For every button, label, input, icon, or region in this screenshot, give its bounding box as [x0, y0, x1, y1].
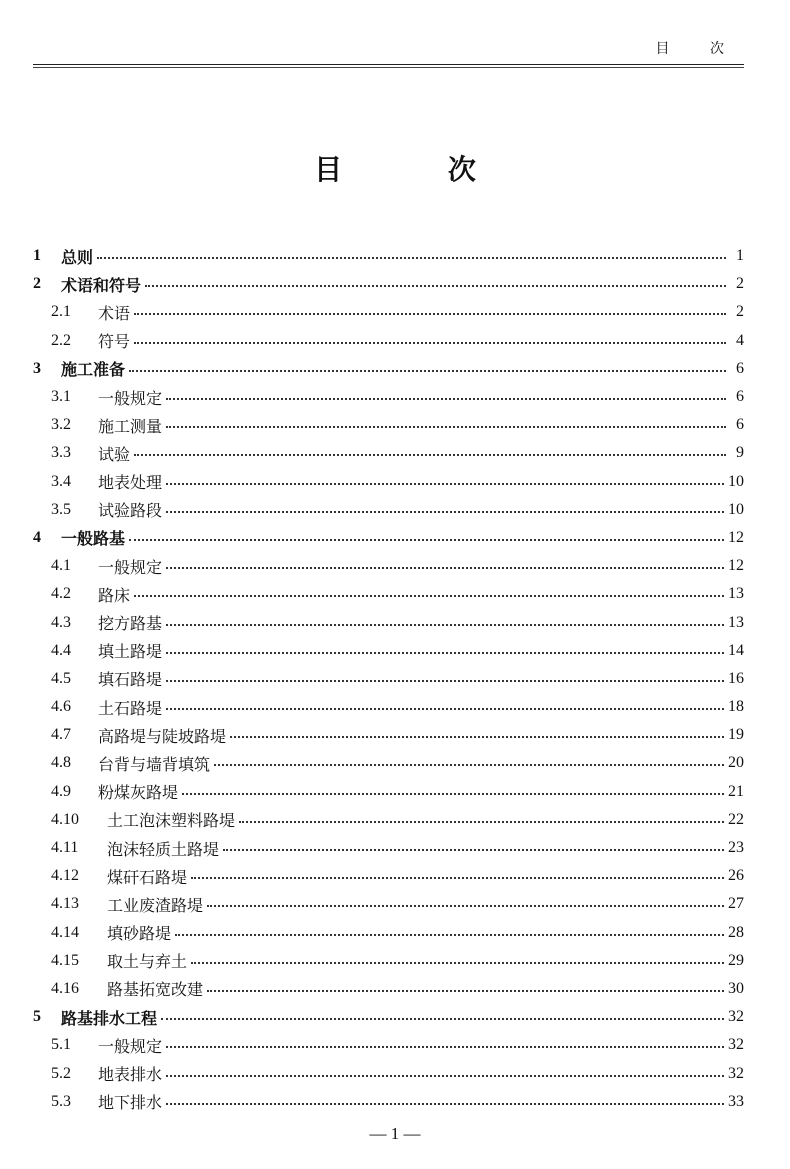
toc-label: 高路堤与陡坡路堤 — [98, 726, 227, 746]
toc-page-number: 27 — [728, 895, 744, 913]
toc-label: 试验 — [98, 444, 131, 464]
toc-section-row[interactable] — [33, 947, 744, 975]
toc-number: 2.2 — [51, 331, 71, 349]
toc-dot-leader — [166, 680, 724, 682]
toc-section-row[interactable] — [33, 919, 744, 947]
toc-page-number: 30 — [728, 979, 744, 997]
toc-page-number: 1 — [736, 247, 744, 265]
toc-label: 术语 — [98, 303, 131, 323]
toc-page-number: 32 — [728, 1008, 744, 1026]
toc-page-number: 12 — [728, 528, 744, 546]
toc-dot-leader — [223, 849, 724, 851]
toc-dot-leader — [166, 1075, 724, 1077]
toc-section-row[interactable] — [33, 411, 744, 439]
toc-section-row[interactable] — [33, 975, 744, 1003]
toc-number: 4.8 — [51, 754, 71, 772]
toc-page-number: 13 — [728, 613, 744, 631]
toc-label: 台背与墙背填筑 — [98, 754, 211, 774]
toc-page-number: 23 — [728, 839, 744, 857]
toc-page-number: 18 — [728, 698, 744, 716]
page-number: — 1 — — [369, 1124, 421, 1143]
toc-page-number: 29 — [728, 951, 744, 969]
toc-section-row[interactable] — [33, 637, 744, 665]
toc-dot-leader — [191, 877, 724, 879]
page-title: 目 次 — [314, 153, 524, 186]
toc-dot-leader — [191, 962, 724, 964]
toc-dot-leader — [134, 342, 726, 344]
toc-dot-leader — [166, 567, 724, 569]
toc-number: 4.11 — [51, 839, 79, 857]
toc-page-number: 9 — [736, 444, 744, 462]
toc-section-row[interactable] — [33, 862, 744, 890]
toc-section-row[interactable] — [33, 1059, 744, 1087]
toc-page-number: 21 — [728, 782, 744, 800]
toc-label: 挖方路基 — [98, 614, 163, 634]
toc-number: 5.2 — [51, 1064, 71, 1082]
toc-number: 4.5 — [51, 669, 71, 687]
toc-number: 4.3 — [51, 613, 71, 631]
toc-number: 4.9 — [51, 782, 71, 800]
toc-number: 4.10 — [51, 810, 79, 828]
toc-label: 填土路堤 — [98, 642, 163, 662]
toc-dot-leader — [134, 313, 726, 315]
toc-label: 路床 — [98, 585, 131, 605]
toc-number: 4.6 — [51, 698, 71, 716]
toc-dot-leader — [97, 257, 726, 259]
toc-number: 3.1 — [51, 388, 71, 406]
toc-label: 地表排水 — [98, 1065, 163, 1085]
toc-section-row[interactable] — [33, 665, 744, 693]
toc-section-row[interactable] — [33, 806, 744, 834]
toc-dot-leader — [129, 370, 726, 372]
toc-label: 工业废渣路堤 — [107, 895, 204, 915]
toc-page-number: 6 — [736, 388, 744, 406]
toc-label: 土工泡沫塑料路堤 — [107, 811, 236, 831]
toc-dot-leader — [207, 990, 724, 992]
toc-section-row[interactable] — [33, 721, 744, 749]
toc-label: 术语和符号 — [61, 275, 142, 295]
toc-chapter-row[interactable] — [33, 270, 744, 298]
toc-section-row[interactable] — [33, 890, 744, 918]
running-header: 目 次 — [655, 41, 742, 57]
toc-label: 试验路段 — [98, 501, 163, 521]
toc-label: 地表处理 — [98, 473, 163, 493]
toc-page-number: 2 — [736, 275, 744, 293]
toc-section-row[interactable] — [33, 1031, 744, 1059]
toc-section-row[interactable] — [33, 1088, 744, 1116]
toc-number: 4.16 — [51, 979, 79, 997]
toc-page-number: 20 — [728, 754, 744, 772]
toc-number: 3.4 — [51, 472, 71, 490]
toc-section-row[interactable] — [33, 439, 744, 467]
toc-page-number: 32 — [728, 1064, 744, 1082]
toc-dot-leader — [166, 398, 726, 400]
toc-chapter-row[interactable] — [33, 524, 744, 552]
toc-number: 4.4 — [51, 641, 71, 659]
toc-dot-leader — [214, 764, 724, 766]
toc-page-number: 14 — [728, 641, 744, 659]
toc-number: 4.1 — [51, 557, 71, 575]
toc-label: 泡沫轻质土路堤 — [107, 839, 220, 859]
toc-page-number: 28 — [728, 923, 744, 941]
toc-number: 5.1 — [51, 1036, 71, 1054]
toc-section-row[interactable] — [33, 496, 744, 524]
toc-label: 填砂路堤 — [107, 924, 172, 944]
toc-label: 路基拓宽改建 — [107, 980, 204, 1000]
toc-number: 2.1 — [51, 303, 71, 321]
toc-label: 煤矸石路堤 — [107, 867, 188, 887]
toc-section-row[interactable] — [33, 383, 744, 411]
header-rule — [33, 64, 744, 65]
toc-page-number: 2 — [736, 303, 744, 321]
toc-number: 3.2 — [51, 416, 71, 434]
toc-label: 土石路堤 — [98, 698, 163, 718]
toc-number: 4.15 — [51, 951, 79, 969]
toc-page-number: 6 — [736, 359, 744, 377]
toc-label: 粉煤灰路堤 — [98, 783, 179, 803]
toc-section-row[interactable] — [33, 580, 744, 608]
toc-section-row[interactable] — [33, 468, 744, 496]
toc-dot-leader — [175, 934, 724, 936]
toc-section-row[interactable] — [33, 749, 744, 777]
toc-label: 一般规定 — [98, 557, 163, 577]
toc-number: 5.3 — [51, 1092, 71, 1110]
toc-number: 4.2 — [51, 585, 71, 603]
toc-dot-leader — [166, 624, 724, 626]
toc-section-row[interactable] — [33, 834, 744, 862]
toc-section-row[interactable] — [33, 608, 744, 636]
toc-page-number: 12 — [728, 557, 744, 575]
toc-page-number: 10 — [728, 500, 744, 518]
toc-chapter-row[interactable] — [33, 355, 744, 383]
toc-page-number: 10 — [728, 472, 744, 490]
toc-page-number: 16 — [728, 669, 744, 687]
toc-label: 地下排水 — [98, 1093, 163, 1113]
toc-label: 施工准备 — [61, 360, 126, 380]
toc-page-number: 19 — [728, 726, 744, 744]
toc-dot-leader — [207, 905, 724, 907]
toc-label: 一般规定 — [98, 388, 163, 408]
toc-chapter-row[interactable] — [33, 242, 744, 270]
toc-page-number: 26 — [728, 867, 744, 885]
toc-dot-leader — [230, 736, 724, 738]
toc-number: 2 — [33, 275, 41, 293]
toc-dot-leader — [166, 511, 724, 513]
toc-section-row[interactable] — [33, 778, 744, 806]
toc-dot-leader — [134, 454, 726, 456]
toc-number: 1 — [33, 247, 41, 265]
toc-label: 符号 — [98, 332, 131, 352]
toc-number: 5 — [33, 1008, 41, 1026]
toc-number: 4.14 — [51, 923, 79, 941]
toc-page-number: 22 — [728, 810, 744, 828]
toc-page-number: 6 — [736, 416, 744, 434]
toc-section-row[interactable] — [33, 298, 744, 326]
toc-label: 填石路堤 — [98, 670, 163, 690]
toc-dot-leader — [166, 1046, 724, 1048]
table-of-contents — [33, 242, 744, 1116]
toc-page-number: 33 — [728, 1092, 744, 1110]
toc-page-number: 4 — [736, 331, 744, 349]
toc-number: 4.12 — [51, 867, 79, 885]
toc-label: 取土与弃土 — [107, 952, 188, 972]
toc-number: 3 — [33, 359, 41, 377]
header-rule-thin — [33, 67, 744, 68]
toc-section-row[interactable] — [33, 693, 744, 721]
toc-section-row[interactable] — [33, 327, 744, 355]
toc-number: 4.13 — [51, 895, 79, 913]
toc-dot-leader — [166, 652, 724, 654]
toc-dot-leader — [161, 1018, 724, 1020]
toc-dot-leader — [129, 539, 724, 541]
toc-page-number: 13 — [728, 585, 744, 603]
toc-label: 一般路基 — [61, 529, 126, 549]
toc-dot-leader — [182, 793, 724, 795]
toc-number: 3.3 — [51, 444, 71, 462]
toc-section-row[interactable] — [33, 552, 744, 580]
toc-dot-leader — [166, 426, 726, 428]
toc-dot-leader — [166, 1103, 724, 1105]
toc-dot-leader — [166, 483, 724, 485]
toc-number: 3.5 — [51, 500, 71, 518]
toc-dot-leader — [145, 285, 726, 287]
toc-page-number: 32 — [728, 1036, 744, 1054]
toc-chapter-row[interactable] — [33, 1003, 744, 1031]
toc-number: 4 — [33, 528, 41, 546]
toc-label: 施工测量 — [98, 416, 163, 436]
toc-label: 总则 — [61, 247, 94, 267]
toc-label: 一般规定 — [98, 1036, 163, 1056]
toc-label: 路基排水工程 — [61, 1008, 158, 1028]
toc-number: 4.7 — [51, 726, 71, 744]
toc-dot-leader — [166, 708, 724, 710]
toc-dot-leader — [239, 821, 724, 823]
toc-dot-leader — [134, 595, 724, 597]
